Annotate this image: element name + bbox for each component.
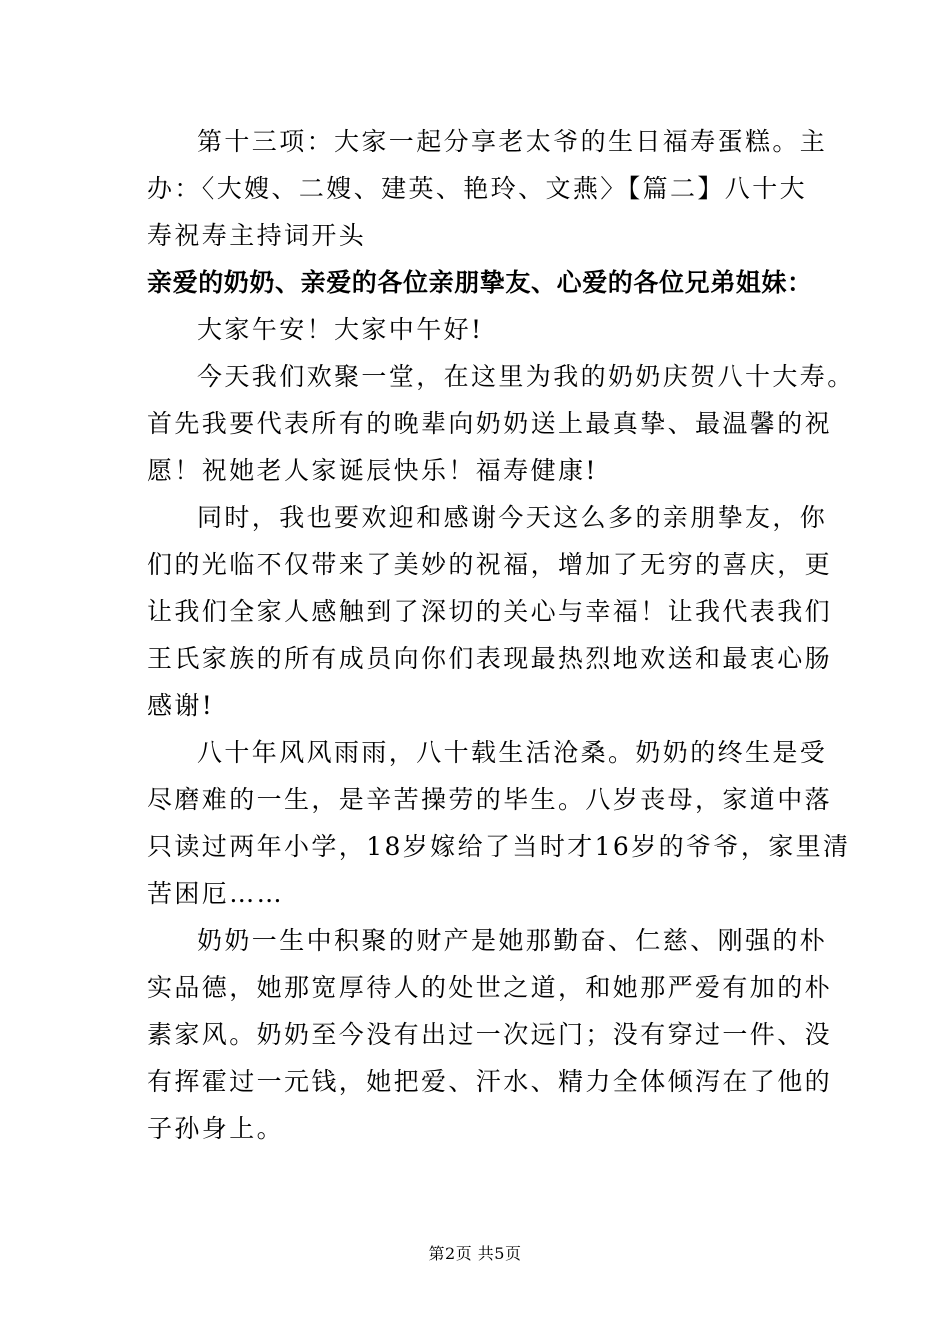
paragraph-line: 首先我要代表所有的晚辈向奶奶送上最真挚、最温馨的祝 [147, 409, 833, 438]
paragraph-line: 寿祝寿主持词开头 [147, 221, 367, 250]
paragraph-line: 有挥霍过一元钱，她把爱、汗水、精力全体倾泻在了他的 [147, 1067, 833, 1096]
paragraph-line: 奶奶一生中积聚的财产是她那勤奋、仁慈、刚强的朴 [197, 926, 828, 955]
paragraph-line: 们的光临不仅带来了美妙的祝福，增加了无穷的喜庆，更 [147, 550, 833, 579]
paragraph-line: 办：〈大嫂、二嫂、建英、艳玲、文燕〉【篇二】八十大 [147, 174, 808, 203]
paragraph-line: 只读过两年小学，18岁嫁给了当时才16岁的爷爷，家里清 [147, 832, 851, 861]
paragraph-line: 尽磨难的一生，是辛苦操劳的毕生。八岁丧母，家道中落 [147, 785, 833, 814]
paragraph-line: 素家风。奶奶至今没有出过一次远门；没有穿过一件、没 [147, 1020, 833, 1049]
paragraph-line: 王氏家族的所有成员向你们表现最热烈地欢送和最衷心肠 [147, 644, 833, 673]
paragraph-line: 感谢! [147, 691, 215, 720]
paragraph-line: 苦困厄…… [147, 879, 285, 908]
paragraph-line: 实品德，她那宽厚待人的处世之道，和她那严爱有加的朴 [147, 973, 833, 1002]
document-body [147, 122, 855, 1156]
page-number-footer: 第2页 共5页 [428, 1244, 522, 1263]
paragraph-line: 第十三项：大家一起分享老太爷的生日福寿蛋糕。主 [197, 127, 828, 156]
salutation-line: 亲爱的奶奶、亲爱的各位亲朋挚友、心爱的各位兄弟姐妹： [147, 268, 813, 297]
paragraph-line: 八十年风风雨雨，八十载生活沧桑。奶奶的终生是受 [197, 738, 828, 767]
paragraph-line: 子孙身上。 [147, 1114, 285, 1143]
greeting-line: 大家午安！大家中午好! [197, 315, 484, 344]
paragraph-line: 今天我们欢聚一堂，在这里为我的奶奶庆贺八十大寿。 [197, 362, 855, 391]
paragraph-line: 愿！祝她老人家诞辰快乐！福寿健康! [147, 456, 598, 485]
paragraph-line: 让我们全家人感触到了深切的关心与幸福！让我代表我们 [147, 597, 833, 626]
paragraph-line: 同时，我也要欢迎和感谢今天这么多的亲朋挚友，你 [197, 503, 828, 532]
